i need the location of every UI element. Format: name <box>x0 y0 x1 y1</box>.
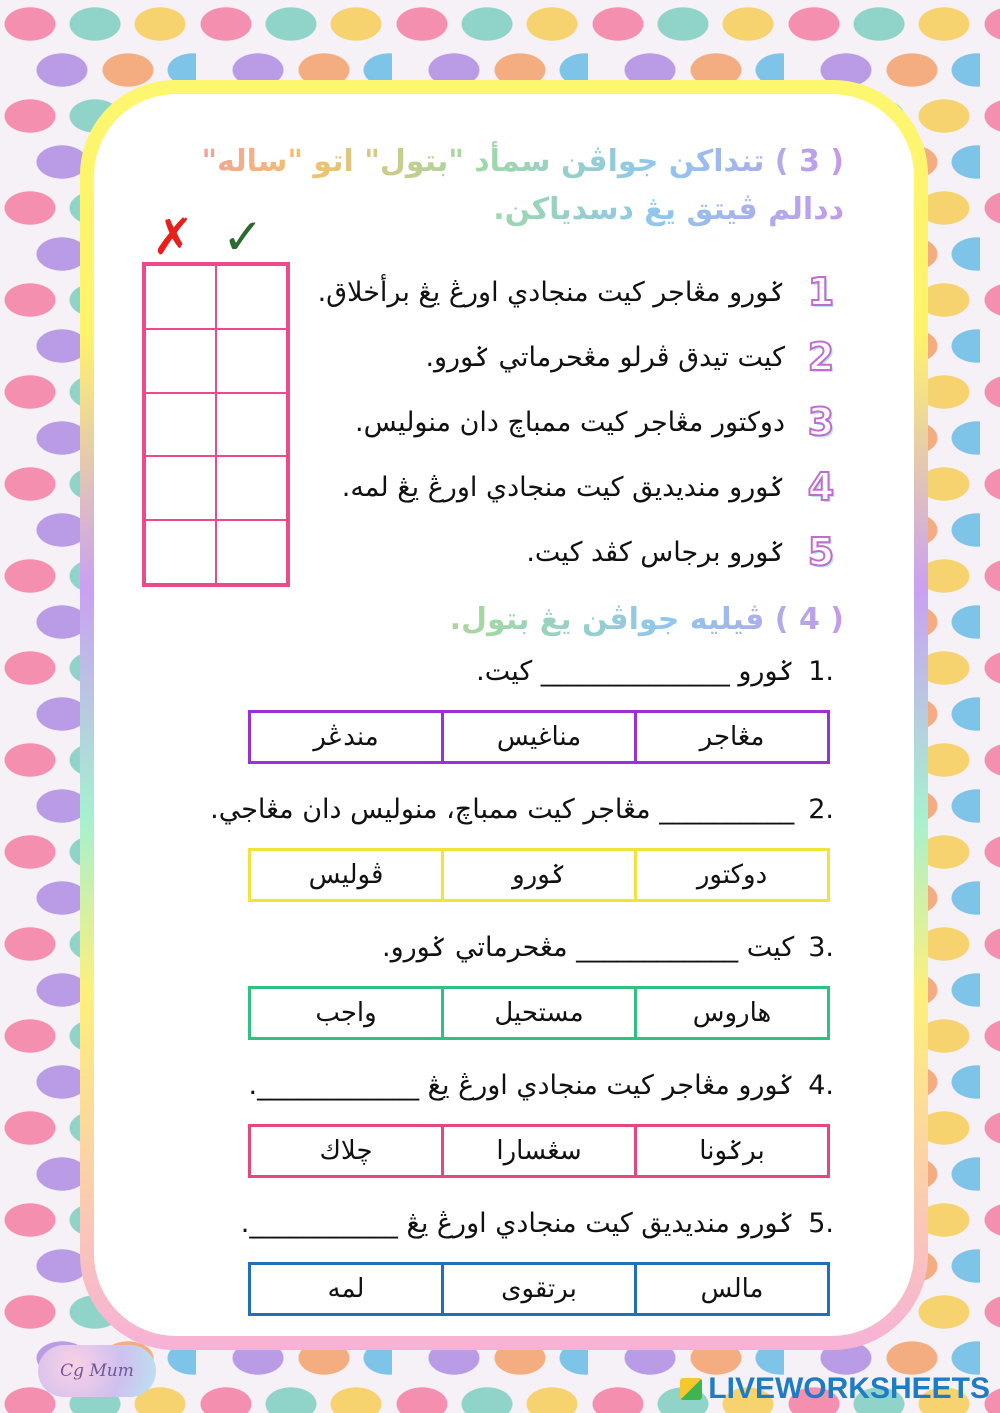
statement-text: ݢورو منديديق كيت منجادي اورڠ يڠ لمه. <box>341 471 785 503</box>
fill-question <box>210 794 834 825</box>
statement-text: دوكتور مڠاجر كيت ممباچ دان منوليس. <box>355 406 785 438</box>
question-text: ݢورو مڠاجر كيت منجادي اورڠ يڠ ____________. <box>248 1070 795 1101</box>
worksheet-content <box>94 94 914 1336</box>
answer-cell-true-2[interactable] <box>216 329 287 393</box>
statement-text: ݢورو مڠاجر كيت منجادي اورڠ يڠ برأخلاق. <box>317 276 785 308</box>
answer-cell-true-3[interactable] <box>216 393 287 457</box>
question-text: كيت ____________ مڠحرماتي ݢورو. <box>382 932 795 963</box>
question-text: __________ مڠاجر كيت ممباچ، منوليس دان مڠاجي. <box>210 794 795 825</box>
option-button[interactable]: مندڠر <box>313 722 379 752</box>
option-button[interactable]: ڤوليس <box>308 860 384 890</box>
option-button[interactable]: دوكتور <box>634 851 827 899</box>
author-logo: Cg Mum <box>38 1345 156 1397</box>
question-number: 4. <box>808 1070 834 1101</box>
option-button[interactable]: مستحيل <box>441 989 634 1037</box>
statement-number: 3 <box>807 400 835 444</box>
fill-question <box>241 1208 834 1239</box>
question-text: ݢورو منديديق كيت منجادي اورڠ يڠ ___________. <box>240 1208 795 1239</box>
answer-cell-false-1[interactable] <box>145 265 216 329</box>
fill-question <box>476 656 834 687</box>
statement-text: كيت تيدق ڤرلو مڠحرماتي ݢورو. <box>425 341 785 373</box>
answer-grid <box>142 262 290 587</box>
answer-cell-true-1[interactable] <box>216 265 287 329</box>
option-button[interactable]: لمه <box>327 1274 365 1304</box>
statement-item <box>318 267 839 317</box>
section4-title: ( 4 ) ڤيليه جواڤن يڠ بتول. <box>144 596 844 644</box>
liveworksheets-logo[interactable] <box>680 1372 990 1406</box>
statement-item <box>342 462 839 512</box>
liveworksheets-text: LIVEWORKSHEETS <box>708 1372 990 1405</box>
statement-item <box>526 527 839 577</box>
statement-number: 4 <box>807 465 835 509</box>
option-button[interactable]: سڠسارا <box>441 1127 634 1175</box>
question-text: ݢورو ______________ كيت. <box>476 656 795 687</box>
question-number: 5. <box>808 1208 834 1239</box>
answer-cell-false-3[interactable] <box>145 393 216 457</box>
question-number: 3. <box>808 932 834 963</box>
true-mark-icon: ✓ <box>222 208 264 266</box>
fill-question <box>382 932 834 963</box>
statement-item <box>425 332 839 382</box>
option-button[interactable]: مڠاجر <box>634 713 827 761</box>
option-button[interactable]: هاروس <box>634 989 827 1037</box>
statement-number: 1 <box>807 270 835 314</box>
answer-cell-true-4[interactable] <box>216 456 287 520</box>
option-button[interactable]: مناغيس <box>441 713 634 761</box>
statement-number: 5 <box>807 530 835 574</box>
answer-cell-false-5[interactable] <box>145 520 216 584</box>
false-mark-icon: ✗ <box>152 208 194 266</box>
options-row <box>248 710 830 764</box>
options-row <box>248 1262 830 1316</box>
answer-cell-false-2[interactable] <box>145 329 216 393</box>
fill-question <box>248 1070 834 1101</box>
answer-cell-false-4[interactable] <box>145 456 216 520</box>
question-number: 1. <box>808 656 834 687</box>
worksheet-card <box>80 80 928 1350</box>
option-button[interactable]: برتقوى <box>441 1265 634 1313</box>
statement-item <box>355 397 839 447</box>
options-row <box>248 848 830 902</box>
options-row <box>248 1124 830 1178</box>
statement-text: ݢورو برجاس كڤد كيت. <box>526 536 785 568</box>
answer-cell-true-5[interactable] <box>216 520 287 584</box>
statement-number: 2 <box>807 335 835 379</box>
option-button[interactable]: چلاك <box>319 1136 373 1166</box>
option-button[interactable]: ݢورو <box>441 851 634 899</box>
options-row <box>248 986 830 1040</box>
option-button[interactable]: واجب <box>315 998 377 1028</box>
question-number: 2. <box>808 794 834 825</box>
option-button[interactable]: مالس <box>634 1265 827 1313</box>
section3-title: ( 3 ) تنداكن جواڤن سمأد "بتول" اتو "ساله" ددالم ڤيتق يڠ دسدياكن. <box>124 138 844 234</box>
liveworksheets-icon <box>680 1378 702 1400</box>
option-button[interactable]: برݢونا <box>634 1127 827 1175</box>
